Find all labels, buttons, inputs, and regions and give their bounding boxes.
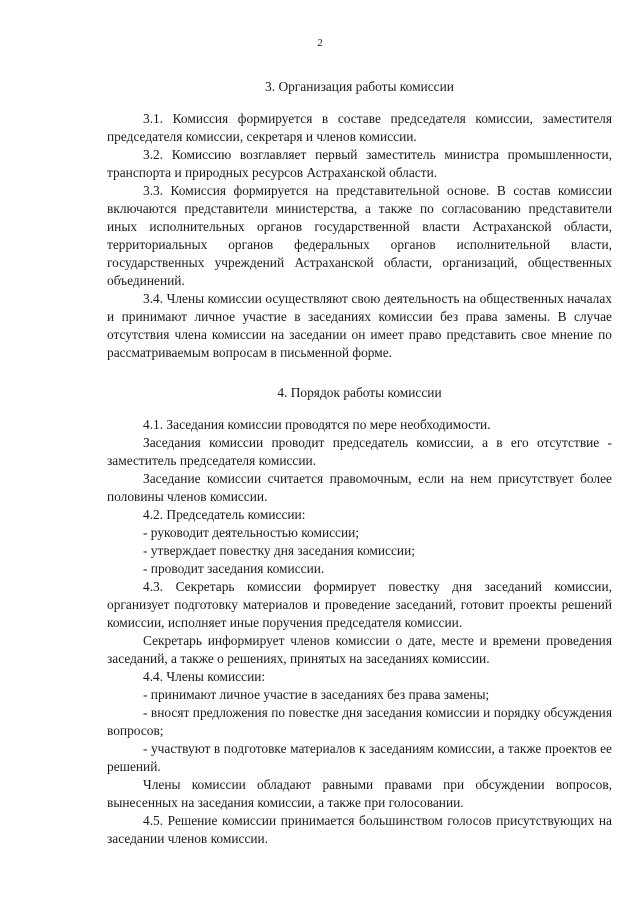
paragraph: Секретарь информирует членов комиссии о дате, месте и времени проведения заседаний, а также о решениях, принятых на заседаниях комиссии. [107, 633, 612, 666]
paragraph: Члены комиссии обладают равными правами при обсуждении вопросов, вынесенных на заседания комиссии, а также при голосовании. [107, 777, 612, 810]
paragraph: 3.1. Комиссия формируется в составе председателя комиссии, заместителя председателя комиссии, секретаря и членов комиссии. [107, 111, 612, 144]
section-4 [107, 384, 612, 848]
paragraph: 4.2. Председатель комиссии: [143, 507, 306, 522]
section-heading: 4. Порядок работы комиссии [277, 385, 442, 400]
paragraph: 4.3. Секретарь комиссии формирует повестку дня заседаний комиссии, организует подготовку материалов и проведение заседаний, готовит проекты решений комиссии, исполняет иные поручения председателя комиссии. [107, 579, 612, 630]
paragraph: 3.3. Комиссия формируется на представительной основе. В состав комиссии включаются представители министерства, а также по согласованию представители иных исполнительных органов государственной власти Астраханской области, территориальных органов федеральных органов исполнительной власти, государственных учреждений Астраханской области, организаций, общественных объединений. [107, 183, 612, 288]
list-item: - вносят предложения по повестке дня заседания комиссии и порядку обсуждения вопросов; [107, 705, 612, 738]
list-item: - проводит заседания комиссии. [143, 561, 325, 576]
list-item: - руководит деятельностью комиссии; [143, 525, 360, 540]
list-item: - утверждает повестку дня заседания комиссии; [143, 543, 415, 558]
paragraph: 3.2. Комиссию возглавляет первый заместитель министра промышленности, транспорта и природных ресурсов Астраханской области. [107, 147, 612, 180]
paragraph: Заседание комиссии считается правомочным, если на нем присутствует более половины членов комиссии. [107, 471, 612, 504]
page-number: 2 [317, 37, 323, 49]
paragraph: 4.5. Решение комиссии принимается большинством голосов присутствующих на заседании членов комиссии. [107, 813, 612, 846]
paragraph: Заседания комиссии проводит председатель комиссии, а в его отсутствие - заместитель председателя комиссии. [107, 435, 612, 468]
list-item: - участвуют в подготовке материалов к заседаниям комиссии, а также проектов ее решений. [107, 741, 612, 774]
paragraph: 4.1. Заседания комиссии проводятся по мере необходимости. [143, 417, 491, 432]
paragraph: 4.4. Члены комиссии: [143, 669, 266, 684]
list-item: - принимают личное участие в заседаниях без права замены; [143, 687, 490, 702]
document-body [107, 78, 612, 852]
paragraph: 3.4. Члены комиссии осуществляют свою деятельность на общественных началах и принимают личное участие в заседаниях комиссии без права замены. В случае отсутствия члена комиссии на заседании он имеет право представить свое мнение по рассматриваемым вопросам в письменной форме. [107, 291, 612, 360]
section-heading: 3. Организация работы комиссии [265, 79, 454, 94]
section-3 [107, 78, 612, 362]
